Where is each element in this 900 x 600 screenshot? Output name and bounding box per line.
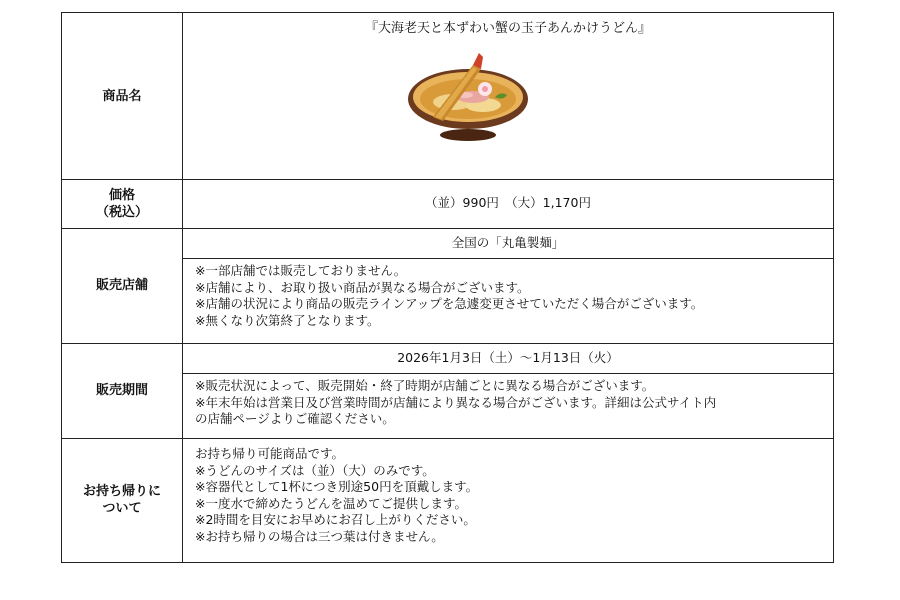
period-note: ※年末年始は営業日及び営業時間が店舗により異なる場合がございます。詳細は公式サイト内 [195, 394, 717, 410]
takeout-note: ※一度水で締めたうどんを温めてご提供します。 [195, 495, 467, 511]
stores-note: ※無くなり次第終了となります。 [195, 312, 380, 328]
price-cell [183, 179, 833, 228]
price-value: （並）990円 （大）1,170円 [425, 195, 591, 211]
product-info-table [61, 12, 834, 563]
stores-note: ※店舗の状況により商品の販売ラインアップを急遽変更させていただく場合がございます。 [195, 296, 704, 311]
product-cell [183, 13, 833, 179]
period-label [62, 343, 182, 438]
period-note: の店舗ページよりご確認ください。 [195, 411, 395, 426]
stores-note: ※店舗により、お取り扱い商品が異なる場合がございます。 [195, 279, 530, 295]
period-header-cell [183, 343, 833, 373]
stores-header-cell [183, 228, 833, 258]
takeout-note: お持ち帰り可能商品です。 [195, 446, 345, 461]
product-name: 『大海老天と本ずわい蟹の玉子あんかけうどん』 [364, 21, 651, 36]
takeout-note: ※お持ち帰りの場合は三つ葉は付きません。 [195, 528, 444, 544]
period-header: 2026年1月3日（土）～1月13日（火） [397, 349, 619, 365]
takeout-label-line1: お持ち帰りに [82, 484, 161, 499]
stores-notes [183, 259, 833, 343]
period-notes [183, 374, 833, 438]
period-note: ※販売状況によって、販売開始・終了時期が店舗ごとに異なる場合がございます。 [195, 378, 655, 393]
product-label-text: 商品名 [102, 88, 142, 104]
table-grid [62, 13, 833, 562]
stores-note: ※一部店舗では販売しておりません。 [195, 263, 407, 278]
takeout-note: ※2時間を目安にお早めにお召し上がりください。 [195, 512, 476, 527]
price-label [62, 179, 182, 228]
takeout-label [62, 438, 182, 562]
stores-label-text: 販売店舗 [95, 278, 148, 293]
udon-bowl-photo [403, 47, 533, 147]
stores-header: 全国の「丸亀製麺」 [451, 234, 565, 250]
price-label-line2: （税込） [95, 204, 148, 220]
price-label-line1: 価格 [108, 187, 135, 203]
product-label [62, 13, 182, 179]
takeout-note: ※うどんのサイズは（並）（大）のみです。 [195, 462, 435, 478]
takeout-notes [183, 439, 833, 562]
period-label-text: 販売期間 [95, 383, 148, 398]
takeout-note: ※容器代として1杯につき別途50円を頂戴します。 [195, 479, 479, 494]
stores-label [62, 228, 182, 343]
takeout-label-line2: ついて [102, 501, 142, 516]
